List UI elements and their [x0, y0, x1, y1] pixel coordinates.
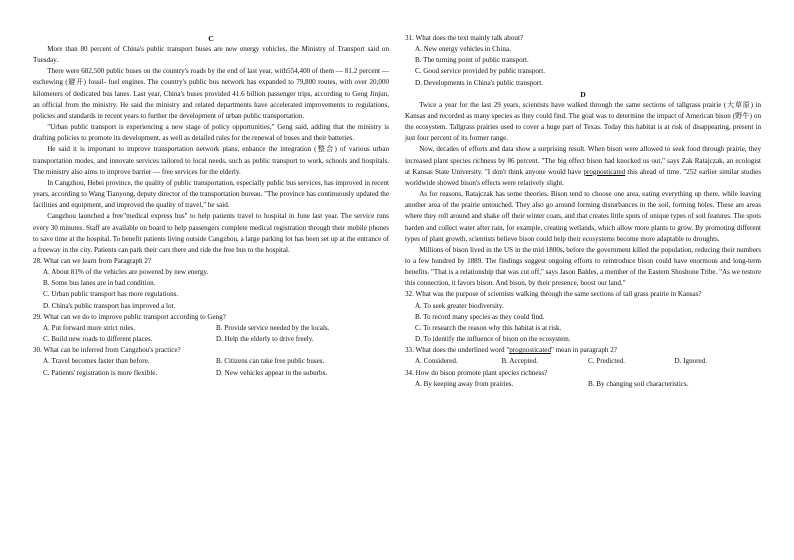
- right-column: [405, 33, 761, 390]
- question-31: [405, 33, 761, 89]
- underlined-word: prognosticated: [583, 167, 626, 176]
- option-c: C. To research the reason why this habitat is at risk.: [415, 323, 562, 332]
- question-32: [405, 289, 761, 345]
- passage-d-paragraph-2: [405, 144, 761, 189]
- question-30: [33, 345, 389, 378]
- passage-c-paragraph-3: "Urban public transport is experiencing a new stage of policy opportunities," Geng said, adding that the ministry is drafting policies to promote its development, as well as detailed rules for the renewal of buses and their batteries.: [33, 123, 389, 143]
- option-d: D. To identify the influence of bison on the ecosystem.: [415, 335, 571, 344]
- passage-c-paragraph-4: He said it is important to improve transportation network plans, enhance the integration (整合) of various urban transportation modes, and innovate services tailored to local needs, such as public transport to work, schools and hospitals. The ministry also aims to improve barrier — free services for the elderly.: [33, 145, 389, 176]
- option-c: C. Build new roads to different places.: [43, 335, 153, 344]
- option-a: A. About 81% of the vehicles are powered by new energy.: [43, 268, 209, 277]
- option-b: B. Some bus lanes are in bad condition.: [43, 279, 156, 288]
- option-a: A. Travel becomes faster than before.: [43, 357, 150, 366]
- passage-d-heading: D: [580, 89, 586, 99]
- option-d: D. China's public transport has improved a lot.: [43, 301, 176, 310]
- option-a: A. New energy vehicles in China.: [415, 45, 511, 54]
- option-row: [415, 356, 761, 367]
- passage-d-paragraph-4: Millions of bison lived in the US in the mid 1800s, before the government killed the population, reducing their numbers to a few hundred by 1889. The findings suggest ongoing efforts to reintroduce bison could have enormous and long-term benefits. "That is a relationship that was cut off," says Jason Baldes, a member of the Eastern Shoshone Tribe. "As we restore this connection, it favors bison. And bison, by their presence, boost our land.": [405, 245, 761, 288]
- stem-text: " mean in paragraph 2?: [551, 346, 617, 355]
- question-stem: 30. What can be inferred from Cangzhou's practice?: [33, 346, 181, 355]
- question-stem: 31. What does the text mainly talk about?: [405, 34, 524, 42]
- option-d: D. Ignored.: [674, 357, 708, 366]
- option-b: B. Accepted.: [501, 357, 538, 366]
- paragraph-text: this ahead of time. "252 earlier similar studies worldwide showed bison's effects were relatively slight.: [405, 167, 761, 187]
- option-a: A. By keeping away from prairies.: [415, 379, 514, 388]
- passage-c-paragraph-5: In Cangzhou, Hebei province, the quality of public transportation, especially public bus services, has improved in recent years, according to Wang Tianyong, deputy director of the transportation bureau. "The province has continuously updated the facilities and equipment, and improved the quality of travel," he said.: [33, 178, 389, 210]
- option-row: [43, 323, 389, 334]
- question-stem: 32. What was the purpose of scientists walking through the same sections of tall grass prairie in Kansas?: [405, 290, 702, 299]
- question-stem: [405, 345, 761, 356]
- passage-d-paragraph-3: As for reasons, Ratajczak has some theories. Bison tend to choose one area, eating everything up there, while leaving another area of the prairie untouched. They also go around forming disturbances in the soil, forming holes. These are areas where they roll around and shake off their winter coats, and that creates little spots of unique types of soil features. The spots harden and collect water after rain, for example, creating wetlands, which allow more plants to grow. By promoting different types of plant growth, scientists believe bison could help their ecosystems become more adaptable to droughts.: [405, 190, 761, 243]
- option-row: [43, 334, 389, 345]
- option-a: A. Put forward more strict rules.: [43, 323, 136, 332]
- question-34: [405, 368, 761, 390]
- option-a: A. To seek greater biodiversity.: [415, 301, 504, 310]
- passage-c-paragraph-6: Cangzhou launched a free"medical express bus" to help patients travel to hospital in June last year. The service runs every 30 minutes. Staff are available on board to help passengers complete medical registration through their mobile phones to save time at the hospital. To benefit patients living outside Cangzhou, a large parking lot has been set up at the entrance of a freeway in the city. Patients can park their cars there and ride the free bus to the hospital.: [33, 212, 389, 254]
- option-d: D. Developments in China's public transport.: [415, 78, 543, 87]
- passage-d-paragraph-1: Twice a year for the last 29 years, scientists have walked through the same sections of tallgrass prairie (大草原) in Kansas and recorded as many species as they could find. The goal was to determine the impact of American bison (野牛) on the ecosystem. Tallgrass prairies used to cover a huge part of Texas. Today this habitat is at risk of disappearing, present in just four percent of its former range.: [405, 100, 761, 143]
- option-c: C. Good service provided by public transport.: [415, 67, 546, 76]
- option-a: A. Considered.: [415, 357, 458, 366]
- passage-c-paragraph-2: There were 682,500 public buses on the country's roads by the end of last year, with554,400 of them — 81.2 percent — eschewing (避开) fossil- fuel engines. The country's public bus network has expanded to 79,800 routes, with over 20,000 kilometers of dedicated bus lanes. Last year, China's buses provided 41.6 billion passenger trips, according to Geng Jinjun, an official from the ministry. He said the ministry and related departments have accelerated improvements to regulations, policies and standards in recent years to further the development of urban public transportation.: [33, 67, 389, 120]
- question-33: [405, 345, 761, 367]
- option-row: [43, 356, 389, 367]
- question-28: [33, 256, 389, 312]
- option-b: B. Provide service needed by the locals.: [216, 323, 330, 332]
- question-stem: 34. How do bison promote plant species richness?: [405, 368, 548, 377]
- option-d: D. Help the elderly to drive freely.: [216, 335, 314, 344]
- option-row: [43, 368, 389, 379]
- option-row: [415, 379, 761, 390]
- question-stem: 29. What can we do to improve public transport according to Geng?: [33, 312, 226, 321]
- underlined-word: prognosticated: [509, 346, 551, 355]
- option-c: C. Urban public transport has more regulations.: [43, 290, 179, 299]
- question-stem: 28. What can we learn from Paragraph 2?: [33, 256, 152, 265]
- passage-c-paragraph-1: More than 80 percent of China's public transport buses are new energy vehicles, the Ministry of Transport said on Tuesday.: [33, 45, 389, 65]
- passage-c-heading: C: [208, 34, 214, 43]
- stem-text: 33. What does the underlined word ": [405, 346, 510, 355]
- paragraph-text: Now, decades of efforts and data show a surprising result. When bison were allowed to seek food through prairie, they increased plant species richness by 86 percent. "The big effect bison had knocked us out," says Zak Ratajczak, an ecologist at Kansas State University. "I don't think anyone would have: [405, 145, 761, 176]
- option-c: C. Predicted.: [588, 357, 625, 366]
- left-column: [33, 33, 389, 379]
- option-b: B. To record many species as they could find.: [415, 312, 545, 321]
- option-d: D. New vehicles appear in the suburbs.: [216, 368, 328, 377]
- question-29: [33, 312, 389, 345]
- option-b: B. Citizens can take free public buses.: [216, 357, 325, 366]
- option-b: B. The turning point of public transport.: [415, 56, 529, 65]
- option-c: C. Patients' registration is more flexible.: [43, 368, 158, 377]
- option-b: B. By changing soil characteristics.: [588, 379, 689, 388]
